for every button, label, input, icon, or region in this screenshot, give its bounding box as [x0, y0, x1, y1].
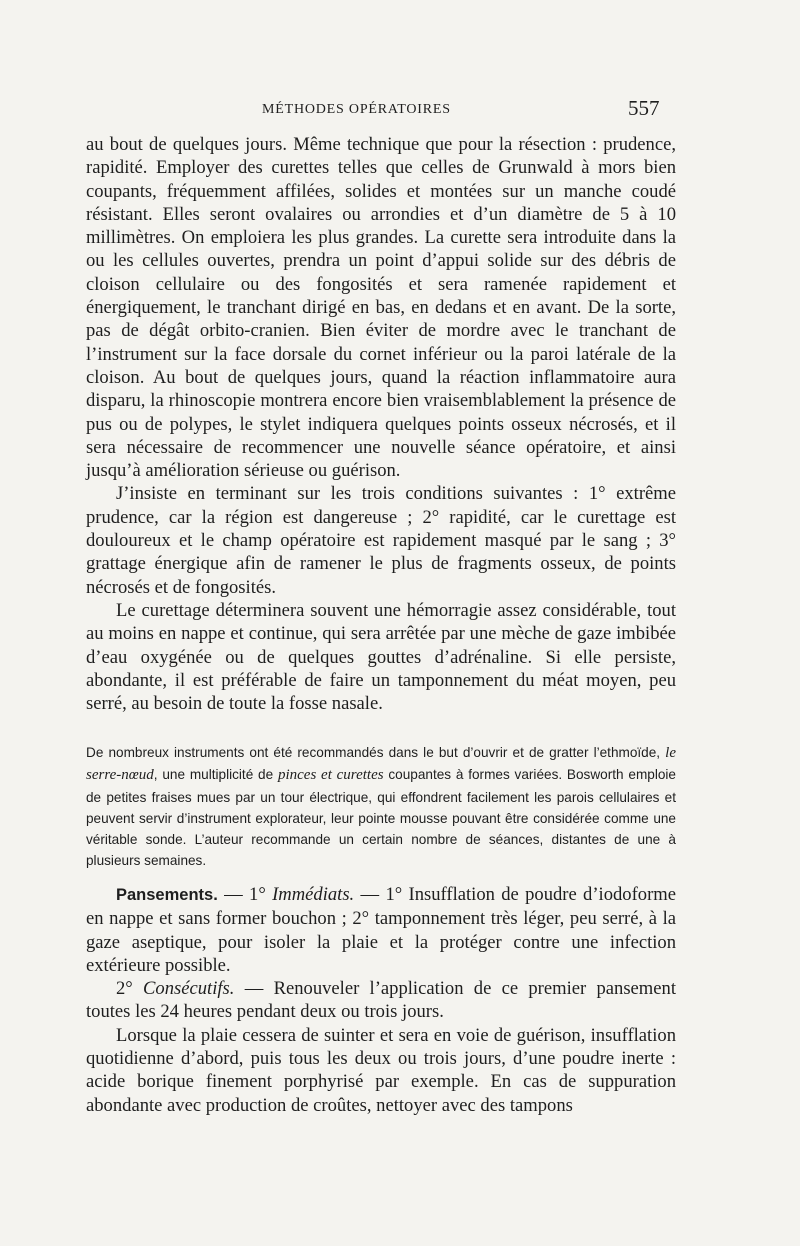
note-text: , une multiplicité de	[153, 767, 278, 783]
page-header	[0, 96, 800, 126]
text-run: — 1°	[217, 884, 273, 905]
page-number: 557	[628, 96, 660, 120]
subheading-immediats: Immédiats.	[272, 884, 355, 905]
main-text	[86, 133, 676, 715]
text-run: — Renouveler l’application de ce premier pansement toutes les 24 heures pendant deux ou trois jours.	[86, 978, 676, 1023]
paragraph-immediats	[86, 883, 676, 977]
note-italic-pinces: pinces et curettes	[277, 767, 384, 784]
note-text: De nombreux instruments ont été recommandés dans le but d’ouvrir et de gratter l’ethmoïde,	[86, 745, 666, 760]
note-text: coupantes à formes variées. Bosworth emploie de petites fraises mues par un tour électrique, qui effondrent facilement les parois cellulaires et peuvent servir d’instrument explorateur, leur pointe mousse pouvant être considérée comme une véritable sonde. L’auteur recommande un certain nombre de séances, distantes de une à plusieurs semaines.	[86, 767, 676, 869]
pansements-section	[86, 883, 676, 1117]
paragraph-hemorragie: Le curettage déterminera souvent une hémorragie assez considérable, tout au moins en nappe et continue, qui sera arrêtée par une mèche de gaze imbibée d’eau oxygénée ou de quelques gouttes d’adrénaline. Si elle persiste, abondante, il est préférable de faire un tamponnement du méat moyen, peu serré, au besoin de toute la fosse nasale.	[86, 599, 676, 715]
subheading-consecutifs: Consécutifs.	[143, 978, 235, 1000]
text-run: 2°	[116, 978, 144, 1000]
note-italic-serre-noeud: le serre-nœud	[86, 745, 676, 784]
note-paragraph	[86, 742, 676, 872]
small-print-note	[86, 742, 676, 872]
paragraph-guerison: Lorsque la plaie cessera de suinter et sera en voie de guérison, insufflation quotidienne d’abord, puis tous les deux ou trois jours, d’une poudre inerte : acide borique finement porphyrisé par exemple. En cas de suppuration abondante avec production de croûtes, nettoyer avec des tampons	[86, 1024, 676, 1116]
paragraph-conditions: J’insiste en terminant sur les trois conditions suivantes : 1° extrême prudence, car la région est dangereuse ; 2° rapidité, car le curettage est douloureux et le champ opératoire est rapidement masqué par le sang ; 3° grattage énergique afin de ramener le plus de fragments osseux, de points nécrosés et de fongosités.	[86, 483, 676, 598]
running-title: MÉTHODES OPÉRATOIRES	[262, 102, 451, 117]
text-run: — 1° Insufflation de poudre d’iodoforme en nappe et sans former bouchon ; 2° tamponnement très léger, peu serré, à la gaze aseptique, pour isoler la plaie et la protéger contre une infection extérieure possible.	[86, 884, 676, 976]
section-heading: Pansements.	[116, 886, 218, 904]
paragraph-consecutifs	[86, 977, 676, 1024]
paragraph-curettage: au bout de quelques jours. Même technique que pour la résection : prudence, rapidité. Employer des curettes telles que celles de Grunwald à mors bien coupants, fréquemment affilées, solides et montées sur un manche coudé résistant. Elles seront ovalaires ou arrondies et d’un diamètre de 5 à 10 millimètres. On emploiera les plus grandes. La curette sera introduite dans la ou les cellules ouvertes, prendra un point d’appui solide sur des débris de cloison cellulaire ou des fongosités et sera ramenée rapidement et énergiquement, le tranchant dirigé en bas, en dedans et en avant. De la sorte, pas de dégât orbito-cranien. Bien éviter de mordre avec le tranchant de l’instrument sur la face dorsale du cornet inférieur ou la paroi latérale de la cloison. Au bout de quelques jours, quand la réaction inflammatoire aura disparu, la rhinoscopie montrera encore bien vraisemblablement la présence de pus ou de polypes, le stylet indiquera quelques points osseux nécrosés, et il sera nécessaire de recommencer une nouvelle séance opératoire, et ainsi jusqu’à amélioration sérieuse ou guérison.	[86, 134, 676, 482]
